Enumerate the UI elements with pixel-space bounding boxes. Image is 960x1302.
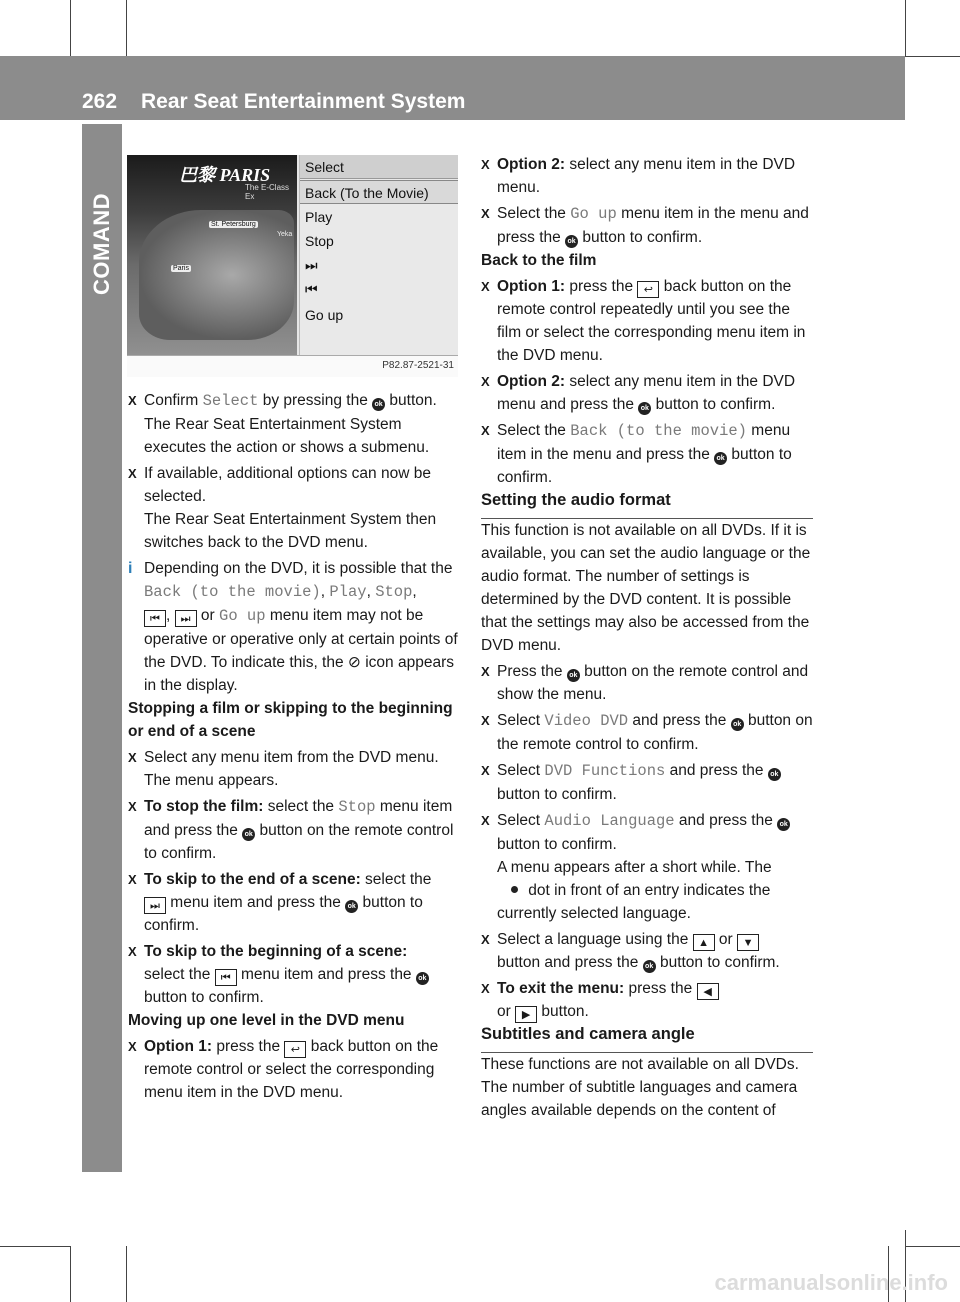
crop-mark (905, 56, 960, 57)
step: X To skip to the beginning of a scene: select the ⏮ menu item and press the ok button to confirm. (128, 940, 460, 1009)
ok-button-icon: ok (345, 900, 358, 913)
arrow-icon: X (481, 932, 490, 947)
prohibited-icon: ⊘ (347, 654, 361, 671)
step: X To stop the film: select the Stop menu item and press the ok button on the remote control to confirm. (128, 795, 460, 865)
step: X Confirm Select by pressing the ok button. The Rear Seat Entertainment System executes the action or shows a submenu. (128, 389, 460, 459)
step: X Option 1: press the ↩ back button on the remote control or select the corresponding menu item in the DVD menu. (128, 1035, 460, 1104)
subheading: Back to the film (481, 252, 597, 269)
step: X Select Audio Language and press the ok button to confirm. A menu appears after a short while. The dot in front of an entry indicates the currently selected language. (481, 809, 813, 925)
movie-title: 巴黎 PARIS (179, 165, 271, 185)
arrow-icon: X (128, 393, 137, 408)
subheading: Stopping a film or skipping to the beginning or end of a scene (128, 700, 453, 740)
step: X Option 2: select any menu item in the DVD menu. (481, 153, 813, 199)
arrow-icon: X (128, 872, 137, 887)
right-key-icon: ▶ (515, 1006, 537, 1023)
crop-mark (905, 0, 906, 56)
watermark: carmanualsonline.info (714, 1270, 948, 1295)
city-label: Yeka (277, 231, 293, 238)
arrow-icon: X (128, 799, 137, 814)
up-key-icon: ▲ (693, 934, 715, 951)
next-key-icon: ⏭ (144, 897, 166, 914)
back-key-icon: ↩ (284, 1041, 306, 1058)
arrow-icon: X (481, 713, 490, 728)
crop-mark (70, 0, 71, 56)
dvd-menu (299, 155, 458, 355)
crop-mark (0, 1246, 70, 1247)
step: X Press the ok button on the remote control and show the menu. (481, 660, 813, 706)
step: X To skip to the end of a scene: select the ⏭ menu item and press the ok button to confirm. (128, 868, 460, 937)
ok-button-icon: ok (731, 718, 744, 731)
arrow-icon: X (481, 374, 490, 389)
arrow-icon: X (481, 206, 490, 221)
back-key-icon: ↩ (637, 281, 659, 298)
ok-button-icon: ok (372, 398, 385, 411)
ok-button-icon: ok (416, 972, 429, 985)
dot-icon (511, 886, 518, 893)
step: X Option 1: press the ↩ back button on the remote control repeatedly until you see the film or select the corresponding menu item in the DVD menu. (481, 275, 813, 367)
step: X Select DVD Functions and press the ok button to confirm. (481, 759, 813, 806)
ok-button-icon: ok (643, 960, 656, 973)
section-heading: Subtitles and camera angle (481, 1023, 813, 1053)
step: X Select the Back (to the movie) menu item in the menu and press the ok button to confirm. (481, 419, 813, 489)
section-heading: Setting the audio format (481, 489, 813, 519)
menu-item-go-up[interactable]: Go up (305, 307, 344, 323)
menu-item-ref: Select (202, 392, 259, 410)
arrow-icon: X (128, 466, 137, 481)
next-key-icon: ⏭ (175, 610, 197, 627)
info-note: i Depending on the DVD, it is possible that the Back (to the movie), Play, Stop, ⏮ , ⏭ or Go up menu item may not be operative or operative only at certain points of the DVD. To indicate this, the ⊘ icon appears in the display. (128, 557, 460, 697)
arrow-icon: X (481, 763, 490, 778)
ok-button-icon: ok (567, 669, 580, 682)
left-column (128, 389, 460, 1104)
movie-still (127, 155, 297, 355)
ok-button-icon: ok (714, 452, 727, 465)
subheading: Moving up one level in the DVD menu (128, 1012, 405, 1029)
menu-item-previous[interactable]: ⏮ (305, 281, 318, 297)
down-key-icon: ▼ (737, 934, 759, 951)
arrow-icon: X (481, 157, 490, 172)
ok-button-icon: ok (242, 828, 255, 841)
step: X Option 2: select any menu item in the DVD menu and press the ok button to confirm. (481, 370, 813, 416)
arrow-icon: X (481, 423, 490, 438)
step: X To exit the menu: press the ◀ or ▶ button. (481, 977, 813, 1023)
side-tab-text: COMAND (89, 193, 114, 295)
paragraph: This function is not available on all DVDs. If it is available, you can set the audio language or the audio format. The number of settings is determined by the DVD content. It is possible that the settings may also be accessed from the DVD menu. (481, 522, 811, 654)
movie-subtitle: The E-Class Ex (245, 183, 290, 201)
right-column (481, 153, 813, 1122)
step: X Select a language using the ▲ or ▼ button and press the ok button to confirm. (481, 928, 813, 974)
crop-mark (126, 0, 127, 56)
previous-key-icon: ⏮ (144, 610, 166, 627)
left-key-icon: ◀ (697, 983, 719, 1000)
step: X If available, additional options can now be selected. The Rear Seat Entertainment System then switches back to the DVD menu. (128, 462, 460, 554)
arrow-icon: X (481, 813, 490, 828)
ok-button-icon: ok (777, 818, 790, 831)
ok-button-icon: ok (638, 402, 651, 415)
menu-item-next[interactable]: ⏭ (305, 257, 318, 273)
step: X Select any menu item from the DVD menu. The menu appears. (128, 746, 460, 792)
arrow-icon: X (128, 750, 137, 765)
step: X Select the Go up menu item in the menu and press the ok button to confirm. (481, 202, 813, 249)
page-title: Rear Seat Entertainment System (141, 90, 466, 113)
side-tab-label (82, 124, 122, 364)
arrow-icon: X (481, 664, 490, 679)
paragraph: These functions are not available on all DVDs. The number of subtitle languages and camera angles available depends on the content of (481, 1056, 799, 1119)
map-graphic (139, 210, 294, 340)
figure-footer (127, 355, 458, 377)
info-icon: i (128, 560, 133, 577)
step: X Select Video DVD and press the ok button on the remote control to confirm. (481, 709, 813, 756)
previous-key-icon: ⏮ (215, 969, 237, 986)
menu-item-play[interactable]: Play (305, 209, 333, 225)
dvd-menu-screenshot (127, 155, 458, 377)
menu-item-back[interactable]: Back (To the Movie) (300, 180, 458, 204)
ok-button-icon: ok (768, 768, 781, 781)
arrow-icon: X (481, 981, 490, 996)
menu-item-select[interactable]: Select (300, 155, 458, 179)
arrow-icon: X (481, 279, 490, 294)
ok-button-icon: ok (565, 235, 578, 248)
city-label: Paris (173, 265, 189, 272)
crop-mark (70, 1246, 71, 1302)
crop-mark (905, 1246, 960, 1247)
page-number: 262 (82, 90, 118, 113)
arrow-icon: X (128, 944, 137, 959)
menu-item-stop[interactable]: Stop (305, 233, 334, 249)
figure-reference: P82.87-2521-31 (382, 360, 454, 371)
city-label: St. Petersburg (211, 221, 256, 228)
arrow-icon: X (128, 1039, 137, 1054)
crop-mark (126, 1246, 127, 1302)
